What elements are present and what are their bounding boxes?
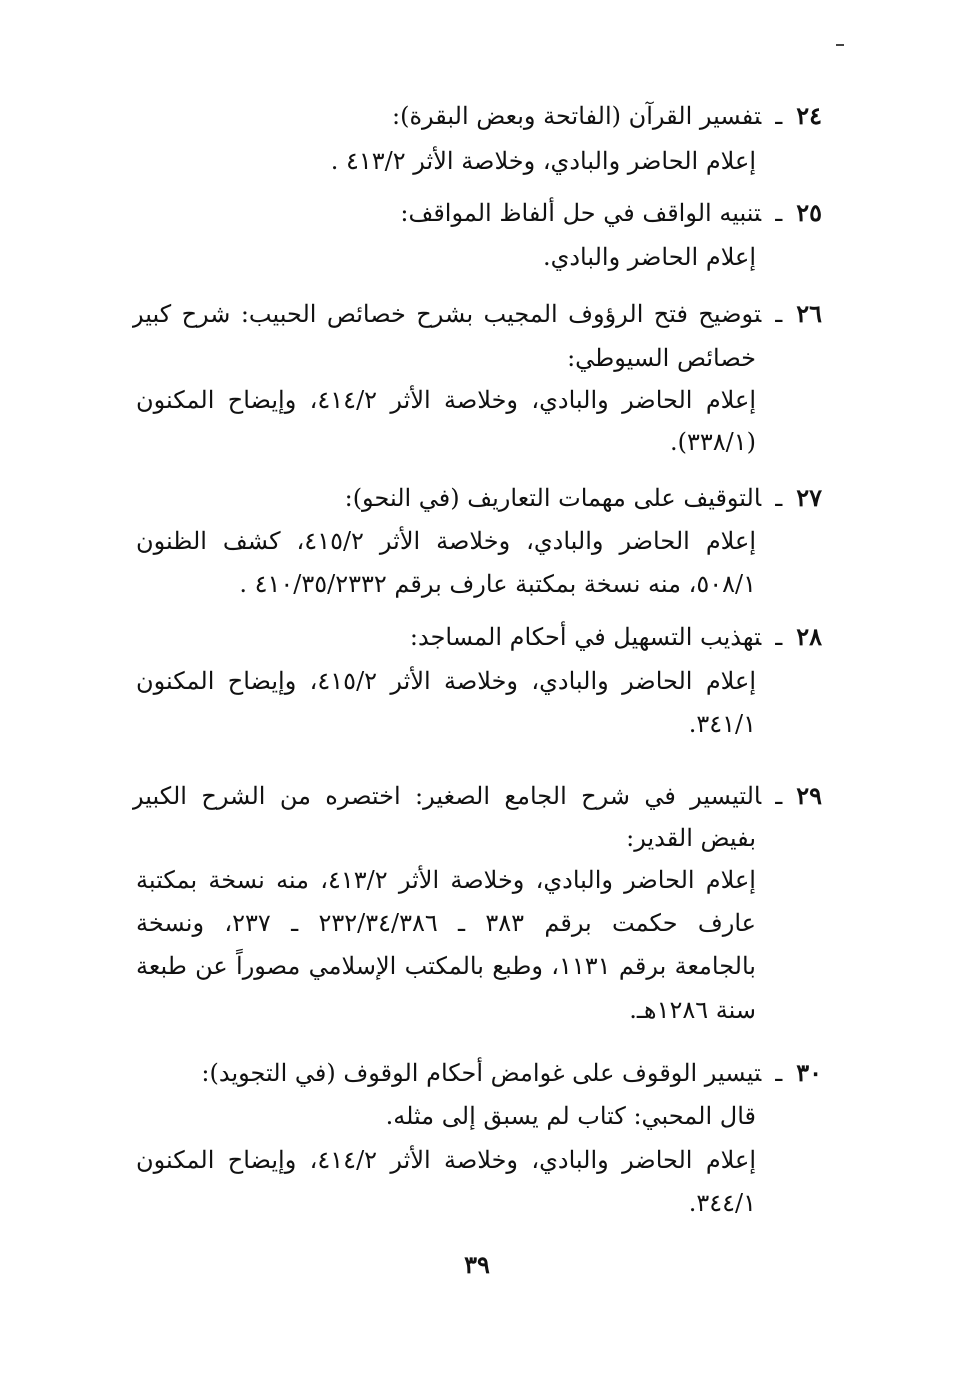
entry-27-heading bbox=[132, 480, 822, 516]
entry-title: تنبيه الواقف في حل ألفاظ المواقف: bbox=[400, 199, 762, 227]
entry-26-heading bbox=[132, 296, 822, 332]
entry-number: ٣٠ bbox=[796, 1058, 822, 1087]
entry-28-source-line: ٣٤١/١. bbox=[688, 710, 756, 738]
entry-number: ٢٤ bbox=[796, 101, 822, 130]
entry-dash: ـ bbox=[775, 623, 783, 651]
entry-title: التوقيف على مهمات التعاريف (في النحو): bbox=[344, 484, 762, 512]
entry-number: ٢٨ bbox=[796, 622, 822, 651]
entry-27-source-line: ٥٠٨/١، منه نسخة بمكتبة عارف برقم ٤١٠/٣٥/٢٣٣٢ . bbox=[239, 570, 756, 598]
entry-dash: ـ bbox=[775, 1059, 783, 1087]
entry-dash: ـ bbox=[775, 300, 783, 328]
entry-title: التيسير في شرح الجامع الصغير: اختصره من الشرح الكبير bbox=[132, 782, 762, 810]
entry-number: ٢٥ bbox=[796, 198, 822, 227]
entry-28-heading bbox=[132, 619, 822, 655]
entry-29-source-line: عارف حكمت برقم ٣٨٣ ـ ٢٣٢/٣٤/٣٨٦ ـ ٢٣٧، ونسخة bbox=[136, 909, 756, 937]
entry-number: ٢٦ bbox=[796, 299, 822, 328]
entry-30-source-line: إعلام الحاضر والبادي، وخلاصة الأثر ٤١٤/٢، وإيضاح المكنون bbox=[136, 1146, 756, 1174]
entry-number: ٢٧ bbox=[796, 483, 822, 512]
page-number: ٣٩ bbox=[464, 1250, 490, 1279]
entry-dash: ـ bbox=[775, 484, 783, 512]
entry-26-title-continuation: خصائص السيوطي: bbox=[567, 344, 756, 372]
entry-30-source-line: ٣٤٤/١. bbox=[688, 1189, 756, 1217]
entry-29-heading bbox=[132, 778, 822, 814]
entry-25-heading bbox=[132, 195, 822, 231]
entry-title: تفسير القرآن (الفاتحة وبعض البقرة): bbox=[392, 102, 762, 130]
entry-30-source-line: قال المحبي: كتاب لم يسبق إلى مثله. bbox=[385, 1102, 756, 1130]
entry-dash: ـ bbox=[775, 102, 783, 130]
entry-26-source-line: إعلام الحاضر والبادي، وخلاصة الأثر ٤١٤/٢، وإيضاح المكنون bbox=[136, 386, 756, 414]
entry-28-source-line: إعلام الحاضر والبادي، وخلاصة الأثر ٤١٥/٢، وإيضاح المكنون bbox=[136, 667, 756, 695]
entry-24-heading bbox=[132, 98, 822, 134]
entry-26-source-line: (٣٣٨/١). bbox=[669, 428, 756, 456]
entry-29-title-continuation: بفيض القدير: bbox=[626, 824, 756, 852]
entry-title: توضيح فتح الرؤوف المجيب بشرح خصائص الحبيب: شرح كبير bbox=[132, 300, 762, 328]
entry-dash: ـ bbox=[775, 782, 783, 810]
entry-title: تيسير الوقوف على غوامض أحكام الوقوف (في التجويد): bbox=[201, 1059, 762, 1087]
entry-number: ٢٩ bbox=[796, 781, 822, 810]
entry-30-heading bbox=[132, 1055, 822, 1091]
entry-25-source-line: إعلام الحاضر والبادي. bbox=[542, 243, 756, 271]
entry-27-source-line: إعلام الحاضر والبادي، وخلاصة الأثر ٤١٥/٢، كشف الظنون bbox=[136, 527, 756, 555]
entry-24-source-line: إعلام الحاضر والبادي، وخلاصة الأثر ٤١٣/٢ . bbox=[330, 147, 756, 175]
scan-mark bbox=[836, 44, 844, 46]
entry-29-source-line: بالجامعة برقم ١١٣١، وطبع بالمكتب الإسلامي مصوراً عن طبعة bbox=[136, 952, 756, 980]
entry-29-source-line: سنة ١٢٨٦هـ. bbox=[629, 996, 756, 1024]
entry-title: تهذيب التسهيل في أحكام المساجد: bbox=[409, 623, 762, 651]
entry-29-source-line: إعلام الحاضر والبادي، وخلاصة الأثر ٤١٣/٢، منه نسخة بمكتبة bbox=[136, 866, 756, 894]
entry-dash: ـ bbox=[775, 199, 783, 227]
